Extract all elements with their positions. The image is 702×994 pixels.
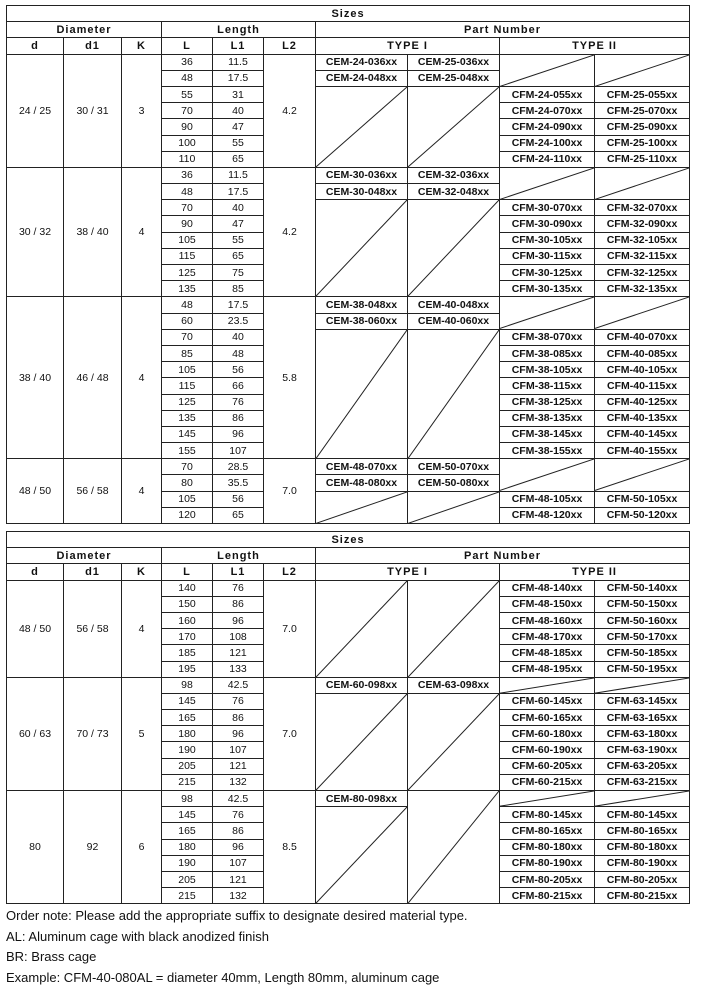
part-number: CFM-40-145xx — [595, 426, 690, 442]
blank-slash-cell — [595, 791, 690, 807]
blank-slash-cell — [408, 329, 500, 459]
blank-slash-cell — [595, 167, 690, 199]
diameter-d: 48 / 50 — [7, 580, 64, 677]
blank-slash-cell — [408, 200, 500, 297]
part-number: CFM-48-170xx — [500, 629, 595, 645]
length-header: Length — [162, 22, 316, 38]
length-l: 80 — [162, 475, 213, 491]
blank-slash-cell — [408, 693, 500, 790]
part-number: CEM-48-080xx — [316, 475, 408, 491]
part-number: CFM-40-125xx — [595, 394, 690, 410]
length-l1: 76 — [213, 394, 264, 410]
note-example: Example: CFM-40-080AL = diameter 40mm, Length 80mm, aluminum cage — [6, 969, 440, 985]
length-l1: 23.5 — [213, 313, 264, 329]
length-l: 70 — [162, 103, 213, 119]
part-number: CFM-50-195xx — [595, 661, 690, 677]
part-number: CFM-40-085xx — [595, 345, 690, 361]
length-l1: 40 — [213, 329, 264, 345]
blank-slash-cell — [500, 167, 595, 199]
part-number: CFM-48-160xx — [500, 612, 595, 628]
length-l1: 11.5 — [213, 167, 264, 183]
part-number: CFM-63-215xx — [595, 774, 690, 790]
part-number: CEM-63-098xx — [408, 677, 500, 693]
length-l2: 7.0 — [264, 459, 316, 524]
length-l: 55 — [162, 86, 213, 102]
k-value: 4 — [122, 167, 162, 297]
length-l: 215 — [162, 774, 213, 790]
diameter-d: 24 / 25 — [7, 54, 64, 167]
length-l1: 76 — [213, 807, 264, 823]
length-l: 145 — [162, 426, 213, 442]
note-aluminum: AL: Aluminum cage with black anodized finish — [6, 928, 270, 944]
part-number: CFM-38-125xx — [500, 394, 595, 410]
part-number: CEM-30-036xx — [316, 167, 408, 183]
column-header: d — [7, 38, 64, 54]
sizes-header: Sizes — [7, 6, 690, 22]
part-number: CEM-24-048xx — [316, 70, 408, 86]
part-number: CEM-32-048xx — [408, 184, 500, 200]
k-value: 5 — [122, 677, 162, 790]
part-number: CFM-38-085xx — [500, 345, 595, 361]
part-number: CFM-25-055xx — [595, 86, 690, 102]
diameter-d1: 56 / 58 — [64, 459, 122, 524]
part-number: CFM-50-185xx — [595, 645, 690, 661]
length-l: 98 — [162, 791, 213, 807]
part-number: CFM-40-135xx — [595, 410, 690, 426]
part-number: CFM-63-145xx — [595, 693, 690, 709]
part-number: CEM-24-036xx — [316, 54, 408, 70]
part-number: CFM-80-205xx — [595, 871, 690, 887]
length-l: 180 — [162, 726, 213, 742]
length-l: 170 — [162, 629, 213, 645]
column-header: L1 — [213, 564, 264, 580]
length-l: 125 — [162, 394, 213, 410]
length-l1: 86 — [213, 596, 264, 612]
length-l: 150 — [162, 596, 213, 612]
part-number: CFM-38-070xx — [500, 329, 595, 345]
part-number: CFM-80-215xx — [595, 888, 690, 904]
part-number: CFM-48-120xx — [500, 507, 595, 523]
part-number: CFM-25-100xx — [595, 135, 690, 151]
length-l1: 121 — [213, 645, 264, 661]
part-number: CFM-25-110xx — [595, 151, 690, 167]
length-l1: 35.5 — [213, 475, 264, 491]
column-header: L — [162, 38, 213, 54]
length-l1: 107 — [213, 742, 264, 758]
part-number: CFM-40-070xx — [595, 329, 690, 345]
length-l2: 5.8 — [264, 297, 316, 459]
length-l1: 108 — [213, 629, 264, 645]
length-l1: 47 — [213, 119, 264, 135]
type1-header: TYPE I — [316, 564, 500, 580]
part-number: CFM-80-165xx — [500, 823, 595, 839]
part-number: CFM-32-090xx — [595, 216, 690, 232]
part-number: CFM-80-165xx — [595, 823, 690, 839]
length-l1: 56 — [213, 491, 264, 507]
blank-slash-cell — [316, 86, 408, 167]
length-l: 48 — [162, 297, 213, 313]
part-number: CFM-38-115xx — [500, 378, 595, 394]
part-number: CFM-63-190xx — [595, 742, 690, 758]
length-l2: 4.2 — [264, 54, 316, 167]
order-notes — [6, 906, 468, 988]
part-number: CFM-38-155xx — [500, 443, 595, 459]
length-l1: 132 — [213, 888, 264, 904]
table-row — [7, 459, 690, 475]
part-number: CFM-63-180xx — [595, 726, 690, 742]
part-number: CFM-24-110xx — [500, 151, 595, 167]
length-l1: 11.5 — [213, 54, 264, 70]
column-header: d1 — [64, 564, 122, 580]
header-row — [7, 548, 690, 564]
table-row — [7, 167, 690, 183]
length-l1: 55 — [213, 232, 264, 248]
part-number: CFM-50-105xx — [595, 491, 690, 507]
length-l: 100 — [162, 135, 213, 151]
part-number: CFM-38-135xx — [500, 410, 595, 426]
blank-slash-cell — [595, 297, 690, 329]
part-number: CEM-60-098xx — [316, 677, 408, 693]
part-number: CFM-30-125xx — [500, 265, 595, 281]
k-value: 6 — [122, 791, 162, 904]
part-number: CFM-24-055xx — [500, 86, 595, 102]
column-header: d — [7, 564, 64, 580]
length-l1: 86 — [213, 823, 264, 839]
part-number: CFM-40-155xx — [595, 443, 690, 459]
column-header: L1 — [213, 38, 264, 54]
part-number: CFM-40-115xx — [595, 378, 690, 394]
length-l1: 85 — [213, 281, 264, 297]
diameter-d1: 56 / 58 — [64, 580, 122, 677]
length-l: 145 — [162, 807, 213, 823]
length-l1: 65 — [213, 151, 264, 167]
length-l1: 56 — [213, 362, 264, 378]
length-l1: 132 — [213, 774, 264, 790]
part-number: CFM-80-145xx — [500, 807, 595, 823]
blank-slash-cell — [316, 491, 408, 523]
length-l: 70 — [162, 200, 213, 216]
sizes-table-1 — [6, 5, 690, 524]
length-l: 115 — [162, 378, 213, 394]
length-l2: 8.5 — [264, 791, 316, 904]
table-row — [7, 297, 690, 313]
part-number: CFM-48-105xx — [500, 491, 595, 507]
part-number: CFM-60-190xx — [500, 742, 595, 758]
table-row — [7, 791, 690, 807]
length-l: 185 — [162, 645, 213, 661]
part-number: CFM-80-205xx — [500, 871, 595, 887]
part-number: CFM-63-205xx — [595, 758, 690, 774]
part-number: CEM-80-098xx — [316, 791, 408, 807]
part-number-header: Part Number — [316, 548, 690, 564]
length-l: 190 — [162, 855, 213, 871]
type2-header: TYPE II — [500, 564, 690, 580]
part-number: CFM-80-145xx — [595, 807, 690, 823]
part-number: CFM-60-205xx — [500, 758, 595, 774]
note-brass: BR: Brass cage — [6, 949, 97, 965]
blank-slash-cell — [500, 54, 595, 86]
diameter-d1: 70 / 73 — [64, 677, 122, 790]
length-l1: 86 — [213, 710, 264, 726]
blank-slash-cell — [595, 677, 690, 693]
part-number: CFM-24-070xx — [500, 103, 595, 119]
blank-slash-cell — [500, 677, 595, 693]
length-l: 120 — [162, 507, 213, 523]
blank-slash-cell — [408, 580, 500, 677]
length-l: 165 — [162, 710, 213, 726]
length-l1: 47 — [213, 216, 264, 232]
part-number: CFM-32-135xx — [595, 281, 690, 297]
diameter-d1: 92 — [64, 791, 122, 904]
header-row — [7, 6, 690, 22]
part-number: CFM-50-140xx — [595, 580, 690, 596]
blank-slash-cell — [595, 54, 690, 86]
diameter-d: 80 — [7, 791, 64, 904]
length-l: 85 — [162, 345, 213, 361]
diameter-d: 48 / 50 — [7, 459, 64, 524]
length-l: 135 — [162, 410, 213, 426]
column-header-row — [7, 564, 690, 580]
length-l: 36 — [162, 54, 213, 70]
length-l: 205 — [162, 871, 213, 887]
length-l: 105 — [162, 232, 213, 248]
part-number: CEM-38-060xx — [316, 313, 408, 329]
length-l: 155 — [162, 443, 213, 459]
length-l1: 55 — [213, 135, 264, 151]
part-number: CFM-32-070xx — [595, 200, 690, 216]
length-l: 135 — [162, 281, 213, 297]
length-l1: 107 — [213, 443, 264, 459]
length-l: 60 — [162, 313, 213, 329]
part-number: CEM-48-070xx — [316, 459, 408, 475]
length-l1: 76 — [213, 693, 264, 709]
part-number: CFM-48-185xx — [500, 645, 595, 661]
sizes-header: Sizes — [7, 532, 690, 548]
blank-slash-cell — [500, 297, 595, 329]
part-number: CFM-24-100xx — [500, 135, 595, 151]
part-number: CFM-80-190xx — [595, 855, 690, 871]
length-l: 215 — [162, 888, 213, 904]
part-number: CFM-30-115xx — [500, 248, 595, 264]
part-number: CFM-48-150xx — [500, 596, 595, 612]
part-number: CEM-32-036xx — [408, 167, 500, 183]
diameter-header: Diameter — [7, 22, 162, 38]
length-l1: 42.5 — [213, 677, 264, 693]
length-l: 90 — [162, 119, 213, 135]
diameter-header: Diameter — [7, 548, 162, 564]
length-l: 125 — [162, 265, 213, 281]
part-number: CFM-63-165xx — [595, 710, 690, 726]
length-l1: 121 — [213, 871, 264, 887]
part-number: CFM-50-120xx — [595, 507, 690, 523]
part-number: CFM-25-090xx — [595, 119, 690, 135]
length-l: 70 — [162, 329, 213, 345]
part-number: CFM-50-150xx — [595, 596, 690, 612]
part-number: CFM-30-105xx — [500, 232, 595, 248]
part-number: CFM-80-180xx — [595, 839, 690, 855]
column-header: K — [122, 38, 162, 54]
length-l: 48 — [162, 70, 213, 86]
length-l1: 48 — [213, 345, 264, 361]
blank-slash-cell — [316, 200, 408, 297]
length-l2: 7.0 — [264, 677, 316, 790]
length-l1: 96 — [213, 726, 264, 742]
length-l: 90 — [162, 216, 213, 232]
part-number: CFM-60-145xx — [500, 693, 595, 709]
diameter-d1: 38 / 40 — [64, 167, 122, 297]
part-number: CEM-38-048xx — [316, 297, 408, 313]
diameter-d: 60 / 63 — [7, 677, 64, 790]
part-number: CFM-60-215xx — [500, 774, 595, 790]
header-row — [7, 22, 690, 38]
part-number: CFM-25-070xx — [595, 103, 690, 119]
diameter-d1: 30 / 31 — [64, 54, 122, 167]
part-number: CFM-38-105xx — [500, 362, 595, 378]
length-l1: 86 — [213, 410, 264, 426]
length-l: 190 — [162, 742, 213, 758]
length-l1: 17.5 — [213, 70, 264, 86]
part-number: CFM-60-180xx — [500, 726, 595, 742]
blank-slash-cell — [408, 86, 500, 167]
part-number: CFM-48-140xx — [500, 580, 595, 596]
part-number: CEM-30-048xx — [316, 184, 408, 200]
length-l1: 76 — [213, 580, 264, 596]
column-header: d1 — [64, 38, 122, 54]
length-l1: 75 — [213, 265, 264, 281]
part-number: CFM-32-125xx — [595, 265, 690, 281]
length-l1: 40 — [213, 200, 264, 216]
type1-header: TYPE I — [316, 38, 500, 54]
length-l2: 4.2 — [264, 167, 316, 297]
length-l: 195 — [162, 661, 213, 677]
length-l: 115 — [162, 248, 213, 264]
length-l: 145 — [162, 693, 213, 709]
part-number: CFM-48-195xx — [500, 661, 595, 677]
part-number: CFM-30-090xx — [500, 216, 595, 232]
type2-header: TYPE II — [500, 38, 690, 54]
blank-slash-cell — [595, 459, 690, 491]
length-l1: 133 — [213, 661, 264, 677]
table-row — [7, 580, 690, 596]
length-l1: 42.5 — [213, 791, 264, 807]
part-number: CFM-32-105xx — [595, 232, 690, 248]
length-l1: 107 — [213, 855, 264, 871]
length-l1: 28.5 — [213, 459, 264, 475]
length-l: 160 — [162, 612, 213, 628]
column-header-row — [7, 38, 690, 54]
part-number: CFM-60-165xx — [500, 710, 595, 726]
column-header: L2 — [264, 564, 316, 580]
length-l1: 96 — [213, 839, 264, 855]
length-l: 105 — [162, 491, 213, 507]
diameter-d: 38 / 40 — [7, 297, 64, 459]
column-header: L2 — [264, 38, 316, 54]
header-row — [7, 532, 690, 548]
part-number: CFM-80-180xx — [500, 839, 595, 855]
blank-slash-cell — [316, 329, 408, 459]
part-number: CEM-50-080xx — [408, 475, 500, 491]
length-l1: 40 — [213, 103, 264, 119]
blank-slash-cell — [500, 459, 595, 491]
length-l2: 7.0 — [264, 580, 316, 677]
part-number: CEM-40-060xx — [408, 313, 500, 329]
length-l: 165 — [162, 823, 213, 839]
sizes-table-2 — [6, 531, 690, 904]
length-l1: 31 — [213, 86, 264, 102]
length-l: 140 — [162, 580, 213, 596]
order-note: Order note: Please add the appropriate suffix to designate desired material type. — [6, 908, 468, 923]
part-number: CFM-38-145xx — [500, 426, 595, 442]
k-value: 4 — [122, 297, 162, 459]
length-header: Length — [162, 548, 316, 564]
diameter-d1: 46 / 48 — [64, 297, 122, 459]
blank-slash-cell — [408, 491, 500, 523]
length-l1: 121 — [213, 758, 264, 774]
table-row — [7, 677, 690, 693]
part-number: CFM-30-135xx — [500, 281, 595, 297]
length-l: 70 — [162, 459, 213, 475]
length-l1: 65 — [213, 248, 264, 264]
part-number: CFM-80-215xx — [500, 888, 595, 904]
part-number: CFM-32-115xx — [595, 248, 690, 264]
table-row — [7, 54, 690, 70]
length-l1: 66 — [213, 378, 264, 394]
part-number: CFM-40-105xx — [595, 362, 690, 378]
part-number: CEM-25-036xx — [408, 54, 500, 70]
length-l: 105 — [162, 362, 213, 378]
part-number-header: Part Number — [316, 22, 690, 38]
diameter-d: 30 / 32 — [7, 167, 64, 297]
part-number: CFM-80-190xx — [500, 855, 595, 871]
blank-slash-cell — [316, 693, 408, 790]
length-l1: 17.5 — [213, 297, 264, 313]
k-value: 4 — [122, 580, 162, 677]
part-number: CFM-50-170xx — [595, 629, 690, 645]
k-value: 3 — [122, 54, 162, 167]
length-l: 36 — [162, 167, 213, 183]
length-l1: 96 — [213, 612, 264, 628]
length-l: 98 — [162, 677, 213, 693]
part-number: CEM-40-048xx — [408, 297, 500, 313]
blank-slash-cell — [500, 791, 595, 807]
length-l: 180 — [162, 839, 213, 855]
part-number: CFM-30-070xx — [500, 200, 595, 216]
part-number: CFM-24-090xx — [500, 119, 595, 135]
column-header: L — [162, 564, 213, 580]
length-l: 205 — [162, 758, 213, 774]
length-l1: 96 — [213, 426, 264, 442]
length-l: 48 — [162, 184, 213, 200]
blank-slash-cell — [316, 580, 408, 677]
k-value: 4 — [122, 459, 162, 524]
blank-slash-cell — [316, 807, 408, 904]
part-number: CEM-25-048xx — [408, 70, 500, 86]
part-number: CFM-50-160xx — [595, 612, 690, 628]
column-header: K — [122, 564, 162, 580]
length-l1: 17.5 — [213, 184, 264, 200]
length-l1: 65 — [213, 507, 264, 523]
blank-slash-cell — [408, 791, 500, 904]
length-l: 110 — [162, 151, 213, 167]
part-number: CEM-50-070xx — [408, 459, 500, 475]
